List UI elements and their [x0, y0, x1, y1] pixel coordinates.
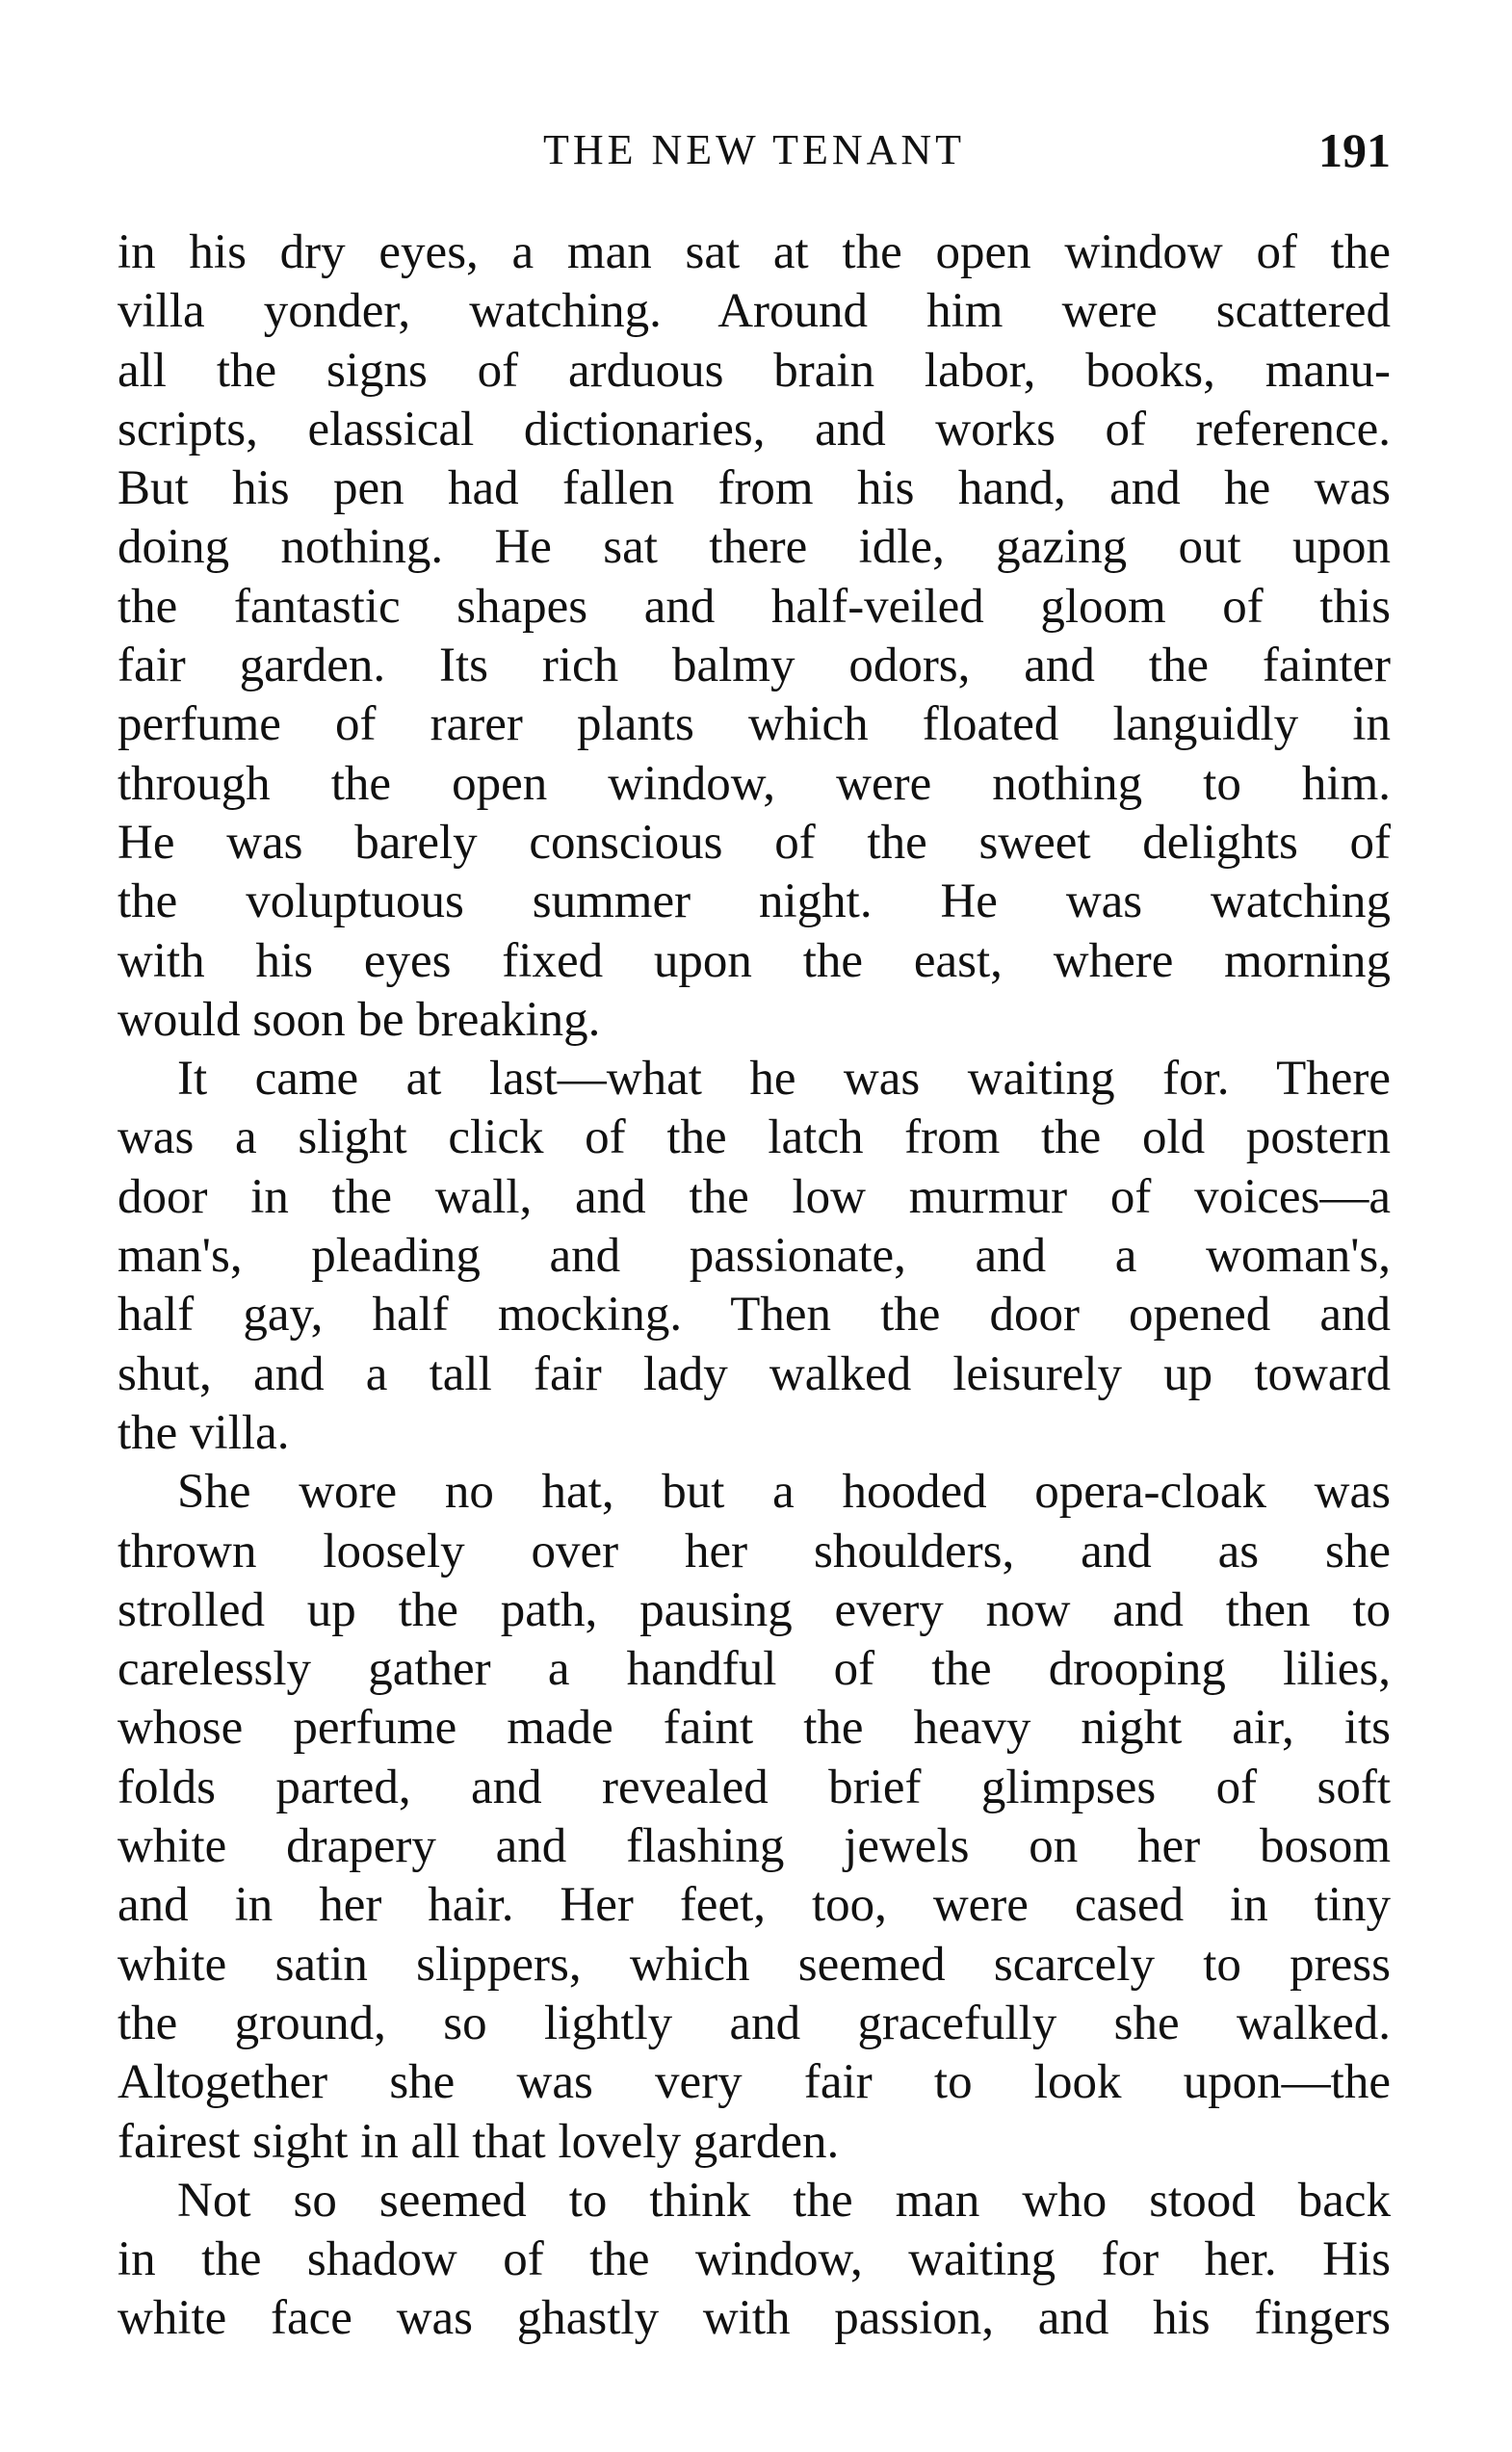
text-line: through the open window, were nothing to him.	[117, 756, 1391, 811]
text-line: door in the wall, and the low murmur of voices—a	[117, 1169, 1391, 1224]
text-line: strolled up the path, pausing every now and then to	[117, 1582, 1391, 1637]
text-line: with his eyes fixed upon the east, where morning	[117, 933, 1391, 988]
text-line: whose perfume made faint the heavy night air, its	[117, 1701, 1391, 1756]
text-line: white satin slippers, which seemed scarcely to press	[117, 1937, 1391, 1992]
text-line: man's, pleading and passionate, and a woman's,	[117, 1229, 1391, 1284]
text-line: fair garden. Its rich balmy odors, and the fainter	[117, 639, 1391, 693]
text-line: all the signs of arduous brain labor, books, manu-	[117, 343, 1391, 398]
text-line: fairest sight in all that lovely garden.	[117, 2114, 840, 2169]
text-line: white drapery and flashing jewels on her bosom	[117, 1819, 1391, 1874]
text-line: and in her hair. Her feet, too, were cased in tiny	[117, 1878, 1391, 1933]
text-line: villa yonder, watching. Around him were scattered	[117, 284, 1391, 339]
text-line: carelessly gather a handful of the drooping lilies,	[117, 1642, 1391, 1697]
text-line: Not so seemed to think the man who stood back	[177, 2173, 1391, 2228]
text-line: the voluptuous summer night. He was watching	[117, 874, 1391, 929]
text-line: in the shadow of the window, waiting for her. His	[117, 2232, 1391, 2287]
text-line: white face was ghastly with passion, and his fingers	[117, 2291, 1391, 2346]
running-head	[117, 121, 1391, 179]
text-line: thrown loosely over her shoulders, and as she	[117, 1524, 1391, 1578]
text-line: the fantastic shapes and half-veiled gloom of this	[117, 579, 1391, 634]
text-line: was a slight click of the latch from the old postern	[117, 1110, 1391, 1165]
text-line: the villa.	[117, 1405, 290, 1460]
text-line: the ground, so lightly and gracefully she walked.	[117, 1996, 1391, 2050]
text-line: But his pen had fallen from his hand, and he was	[117, 461, 1391, 516]
text-line: It came at last—what he was waiting for. There	[177, 1052, 1391, 1107]
text-line: in his dry eyes, a man sat at the open window of the	[117, 225, 1391, 279]
page-number: 191	[1318, 123, 1391, 177]
text-line: doing nothing. He sat there idle, gazing out upon	[117, 520, 1391, 575]
text-line: would soon be breaking.	[117, 992, 601, 1047]
text-line: Altogether she was very fair to look upon—the	[117, 2055, 1391, 2110]
running-title: THE NEW TENANT	[542, 126, 966, 173]
text-line: scripts, elassical dictionaries, and works of reference.	[117, 402, 1391, 456]
text-line: folds parted, and revealed brief glimpses of soft	[117, 1760, 1391, 1814]
text-line: She wore no hat, but a hooded opera-cloak was	[177, 1465, 1391, 1520]
text-line: shut, and a tall fair lady walked leisurely up toward	[117, 1346, 1391, 1401]
body-text	[117, 223, 1391, 2349]
text-line: He was barely conscious of the sweet delights of	[117, 815, 1391, 870]
text-line: half gay, half mocking. Then the door opened and	[117, 1288, 1391, 1343]
text-line: perfume of rarer plants which floated languidly in	[117, 697, 1391, 752]
